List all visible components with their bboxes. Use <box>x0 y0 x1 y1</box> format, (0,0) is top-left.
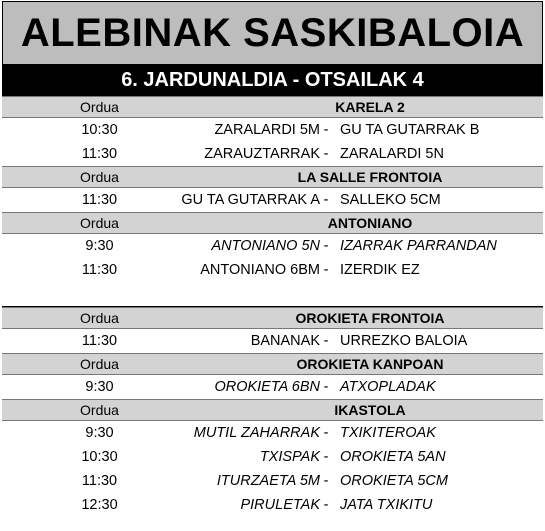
venue-header-karela <box>2 96 543 118</box>
venue-name: OROKIETA FRONTOIA <box>295 310 445 326</box>
match-time: 10:30 <box>81 122 118 138</box>
away-team: ATXOPLADAK <box>340 379 436 395</box>
match-row <box>2 234 543 258</box>
venue-header-orokieta-frontoia <box>2 307 543 329</box>
match-row <box>2 188 543 212</box>
match-row <box>2 445 543 469</box>
away-team: JATA TXIKITU <box>340 497 433 513</box>
match-row <box>2 329 543 353</box>
away-team: TXIKITEROAK <box>340 425 436 441</box>
match-separator: - <box>323 449 329 465</box>
home-team: ZARALARDI 5M <box>214 122 320 138</box>
match-row <box>2 118 543 142</box>
hour-column-label: Ordua <box>80 356 119 372</box>
match-separator: - <box>323 425 329 441</box>
home-team: TXISPAK <box>259 449 320 465</box>
venue-name: KARELA 2 <box>335 99 405 115</box>
home-team: PIRULETAK <box>240 497 320 513</box>
venue-name: IKASTOLA <box>334 402 406 418</box>
match-separator: - <box>323 333 329 349</box>
home-team: ZARAUZTARRAK <box>204 146 320 162</box>
match-time: 10:30 <box>81 449 118 465</box>
match-separator: - <box>323 379 329 395</box>
venue-name: OROKIETA KANPOAN <box>296 356 444 372</box>
match-time: 9:30 <box>85 425 114 441</box>
away-team: OROKIETA 5AN <box>340 449 446 465</box>
home-team: GU TA GUTARRAK A <box>181 192 320 208</box>
home-team: ANTONIANO 6BM <box>200 262 320 278</box>
match-row <box>2 493 543 517</box>
match-time: 9:30 <box>85 238 114 254</box>
match-time: 11:30 <box>81 333 118 349</box>
hour-column-label: Ordua <box>80 402 119 418</box>
venue-header-antoniano <box>2 212 543 234</box>
home-team: BANANAK <box>250 333 320 349</box>
venue-header-ikastola <box>2 399 543 421</box>
match-row <box>2 421 543 445</box>
matchday-banner: 6. JARDUNALDIA - OTSAILAK 4 <box>2 65 543 96</box>
match-time: 11:30 <box>81 192 118 208</box>
home-team: OROKIETA 6BN <box>214 379 320 395</box>
away-team: ZARALARDI 5N <box>340 146 444 162</box>
venue-header-la-salle <box>2 166 543 188</box>
match-separator: - <box>323 146 329 162</box>
match-separator: - <box>323 473 329 489</box>
hour-column-label: Ordua <box>80 310 119 326</box>
match-time: 12:30 <box>81 497 118 513</box>
match-time: 11:30 <box>81 262 118 278</box>
match-row <box>2 258 543 282</box>
match-time: 9:30 <box>85 379 114 395</box>
match-separator: - <box>323 262 329 278</box>
away-team: GU TA GUTARRAK B <box>340 122 480 138</box>
match-separator: - <box>323 122 329 138</box>
away-team: SALLEKO 5CM <box>340 192 441 208</box>
match-row <box>2 469 543 493</box>
home-team: ANTONIANO 5N <box>211 238 320 254</box>
away-team: IZERDIK EZ <box>340 262 420 278</box>
home-team: MUTIL ZAHARRAK <box>193 425 320 441</box>
match-separator: - <box>323 192 329 208</box>
match-time: 11:30 <box>81 473 118 489</box>
schedule-block-1 <box>2 96 543 282</box>
match-row <box>2 142 543 166</box>
hour-column-label: Ordua <box>80 215 119 231</box>
match-row <box>2 375 543 399</box>
schedule-block-2 <box>2 306 543 517</box>
match-time: 11:30 <box>81 146 118 162</box>
match-separator: - <box>323 497 329 513</box>
venue-name: ANTONIANO <box>327 215 413 231</box>
match-separator: - <box>323 238 329 254</box>
home-team: ITURZAETA 5M <box>216 473 320 489</box>
page-title: ALEBINAK SASKIBALOIA <box>2 1 543 65</box>
away-team: OROKIETA 5CM <box>340 473 448 489</box>
away-team: URREZKO BALOIA <box>340 333 468 349</box>
venue-header-orokieta-kanpoan <box>2 353 543 375</box>
venue-name: LA SALLE FRONTOIA <box>297 169 443 185</box>
hour-column-label: Ordua <box>80 99 119 115</box>
hour-column-label: Ordua <box>80 169 119 185</box>
away-team: IZARRAK PARRANDAN <box>340 238 497 254</box>
